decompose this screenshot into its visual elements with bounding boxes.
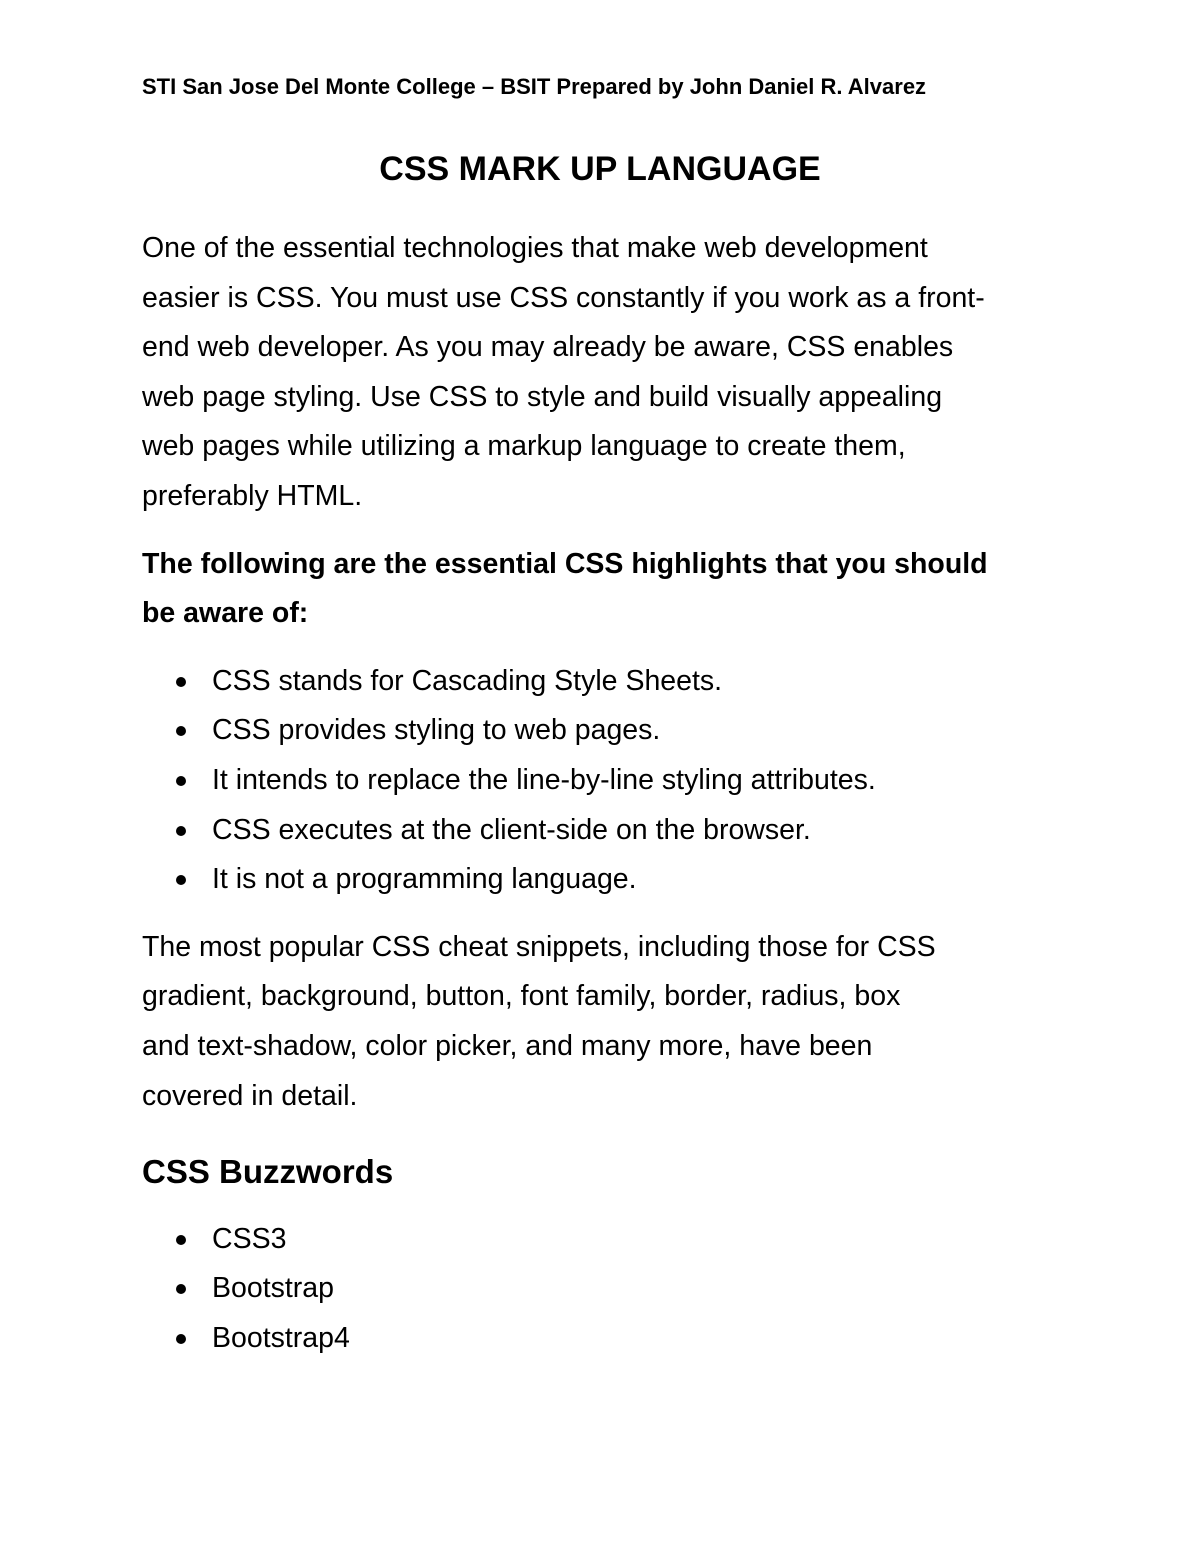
bullet-icon xyxy=(176,776,186,786)
list-item-text: CSS3 xyxy=(212,1222,287,1255)
page-header: STI San Jose Del Monte College – BSIT Prepared by John Daniel R. Alvarez xyxy=(142,74,927,99)
list-item xyxy=(142,1215,1072,1265)
bullet-icon xyxy=(176,826,186,836)
bullet-icon xyxy=(176,1284,186,1294)
snippets-line: covered in detail. xyxy=(142,1079,358,1112)
highlights-heading-line: be aware of: xyxy=(142,597,309,630)
highlights-heading-line: The following are the essential CSS highlights that you should xyxy=(142,547,988,580)
list-item-text: CSS provides styling to web pages. xyxy=(212,714,661,747)
intro-line: web page styling. Use CSS to style and build visually appealing xyxy=(142,380,943,413)
list-item xyxy=(142,657,1072,707)
list-item-text: It is not a programming language. xyxy=(212,863,637,896)
snippets-line: gradient, background, button, font family, border, radius, box xyxy=(142,980,901,1013)
buzzwords-list xyxy=(142,1215,1072,1364)
bullet-icon xyxy=(176,1235,186,1245)
list-item xyxy=(142,706,1072,756)
document-body xyxy=(142,224,1072,1363)
bullet-icon xyxy=(176,726,186,736)
buzzwords-heading: CSS Buzzwords xyxy=(142,1153,394,1191)
intro-line: One of the essential technologies that make web development xyxy=(142,232,928,264)
list-item-text: CSS executes at the client-side on the browser. xyxy=(212,813,811,846)
intro-paragraph xyxy=(142,224,1072,522)
list-item xyxy=(142,756,1072,806)
list-item-text: Bootstrap4 xyxy=(212,1321,350,1354)
list-item xyxy=(142,1314,1072,1364)
bullet-icon xyxy=(176,1334,186,1344)
intro-line: web pages while utilizing a markup language to create them, xyxy=(142,430,906,463)
snippets-paragraph xyxy=(142,923,1072,1121)
list-item-text: It intends to replace the line-by-line styling attributes. xyxy=(212,763,876,796)
bullet-icon xyxy=(176,677,186,687)
list-item-text: Bootstrap xyxy=(212,1272,334,1305)
highlights-heading xyxy=(142,540,1072,639)
intro-line: end web developer. As you may already be aware, CSS enables xyxy=(142,331,954,364)
highlights-list xyxy=(142,657,1072,905)
snippets-line: and text-shadow, color picker, and many more, have been xyxy=(142,1029,873,1062)
list-item-text: CSS stands for Cascading Style Sheets. xyxy=(212,664,723,697)
intro-line: preferably HTML. xyxy=(142,479,363,512)
bullet-icon xyxy=(176,875,186,885)
list-item xyxy=(142,806,1072,856)
list-item xyxy=(142,855,1072,905)
document-title: CSS MARK UP LANGUAGE xyxy=(379,150,821,188)
intro-line: easier is CSS. You must use CSS constantly if you work as a front- xyxy=(142,281,985,314)
list-item xyxy=(142,1264,1072,1314)
snippets-line: The most popular CSS cheat snippets, including those for CSS xyxy=(142,930,936,963)
